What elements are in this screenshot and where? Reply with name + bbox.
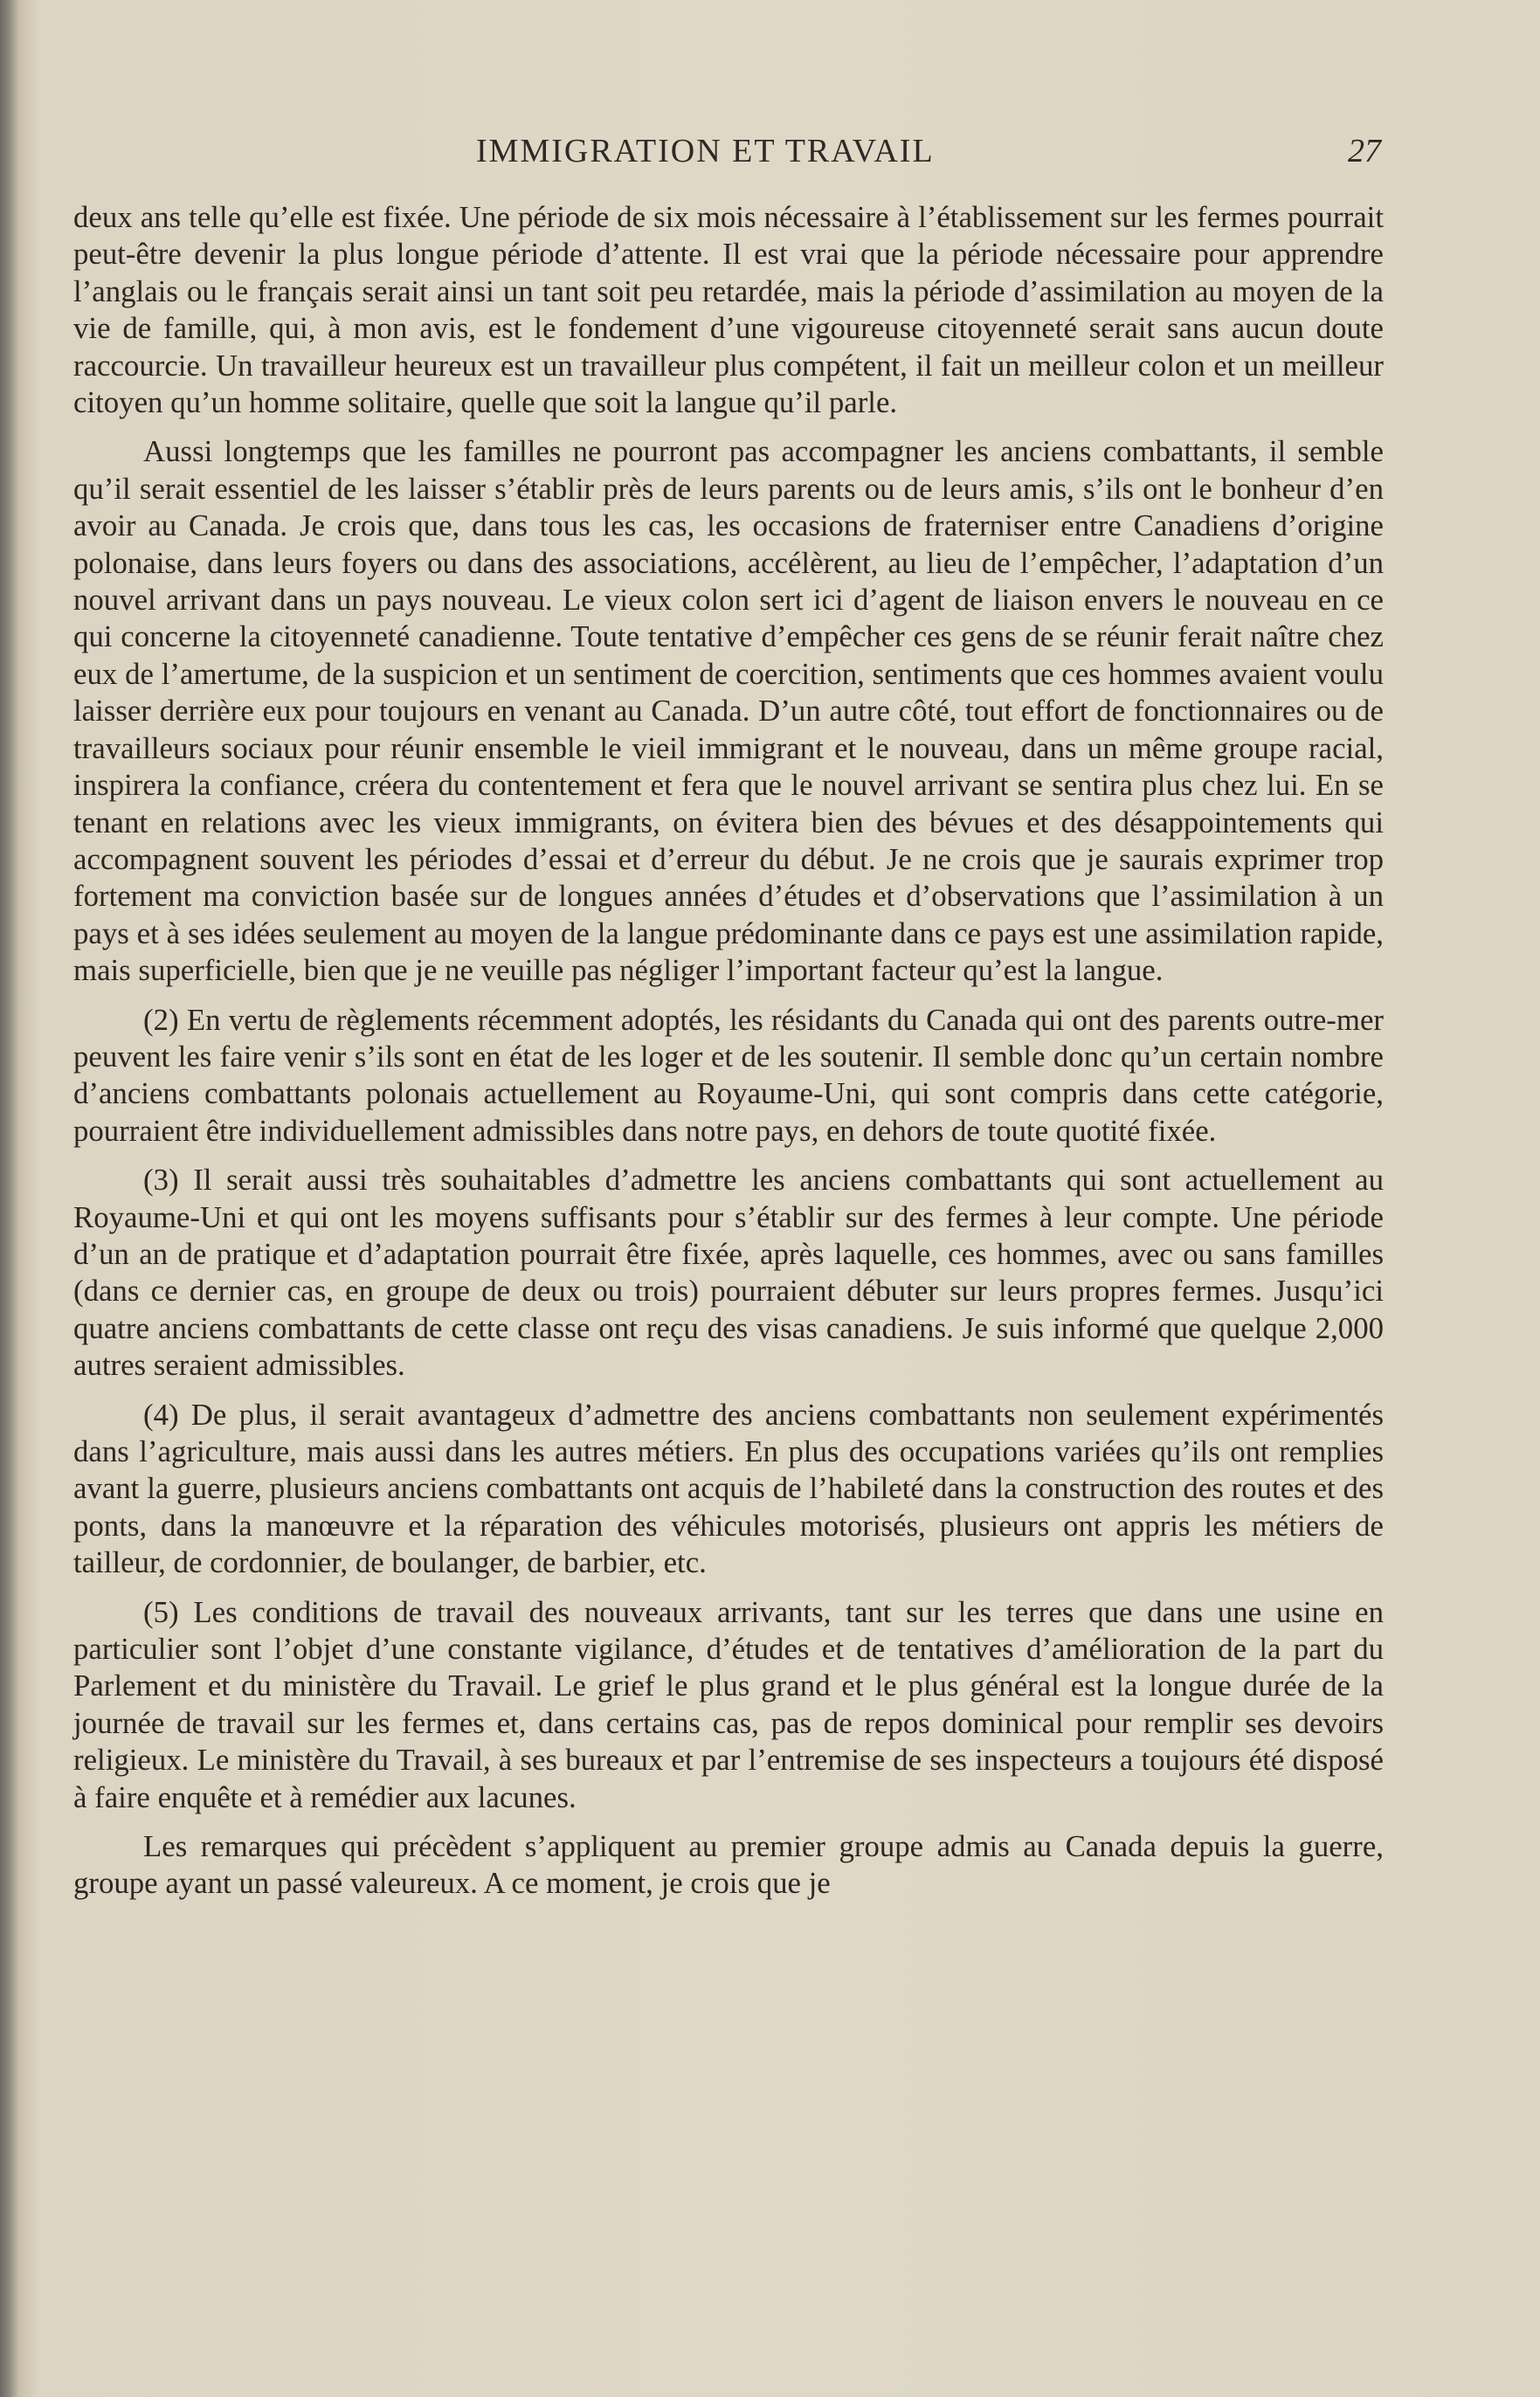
paragraph-3: (2) En vertu de règlements récemment adoptés, les résidants du Canada qui ont des parents outre-mer peuvent les faire venir s’ils sont en état de les loger et de les soutenir. Il semble donc qu’un certain nombre d’anciens combattants polonais actuellement au Royaume-Uni, qui sont compris dans cette catégorie, pourraient être individuellement admissibles dans notre pays, en dehors de toute quotité fixée. <box>73 1002 1384 1148</box>
paragraph-7: Les remarques qui précèdent s’appliquent au premier groupe admis au Canada depuis la guerre, groupe ayant un passé valeureux. A ce moment, je crois que je <box>73 1829 1384 1901</box>
paragraph-6: (5) Les conditions de travail des nouveaux arrivants, tant sur les terres que dans une usine en particulier sont l’objet d’une constante vigilance, d’études et de tentatives d’amélioration de la part du Parlement et du ministère du Travail. Le grief le plus grand et le plus général est la longue durée de la journée de travail sur les fermes et, dans certains cas, pas de repos dominical pour remplir ses devoirs religieux. Le ministère du Travail, à ses bureaux et par l’entremise de ses inspecteurs a toujours été disposé à faire enquête et à remédier aux lacunes. <box>73 1594 1384 1814</box>
paragraph-2: Aussi longtemps que les familles ne pourront pas accompagner les anciens combattants, il semble qu’il serait essentiel de les laisser s’établir près de leurs parents ou de leurs amis, s’ils ont le bonheur d’en avoir au Canada. Je crois que, dans tous les cas, les occasions de fraterniser entre Canadiens d’origine polonaise, dans leurs foyers ou dans des associations, accélèrent, au lieu de l’empêcher, l’adaptation d’un nouvel arrivant dans un pays nouveau. Le vieux colon sert ici d’agent de liaison envers le nouveau en ce qui concerne la citoyenneté canadienne. Toute tentative d’empêcher ces gens de se réunir ferait naître chez eux de l’amertume, de la suspicion et un sentiment de coercition, sentiments que ces hommes avaient voulu laisser derrière eux pour toujours en venant au Canada. D’un autre côté, tout effort de fonctionnaires ou de travailleurs sociaux pour réunir ensemble le vieil immigrant et le nouveau, dans un même groupe racial, inspirera la confiance, créera du contentement et fera que le nouvel arrivant se sentira plus chez lui. En se tenant en relations avec les vieux immigrants, on évitera bien des bévues et des désappointements qui accompagnent souvent les périodes d’essai et d’erreur du début. Je ne crois que je saurais exprimer trop fortement ma conviction basée sur de longues années d’études et d’observations que l’assimilation à un pays et à ses idées seulement au moyen de la langue prédominante dans ce pays est une assimilation rapide, mais superficielle, bien que je ne veuille pas négliger l’important facteur qu’est la langue. <box>73 434 1384 988</box>
paragraph-1: deux ans telle qu’elle est fixée. Une période de six mois nécessaire à l’établissement sur les fermes pourrait peut-être devenir la plus longue période d’attente. Il est vrai que la période nécessaire pour apprendre l’anglais ou le français serait ainsi un tant soit peu retardée, mais la période d’assimilation au moyen de la vie de famille, qui, à mon avis, est le fondement d’une vigoureuse citoyenneté serait sans aucun doute raccourcie. Un travailleur heureux est un travailleur plus compétent, il fait un meilleur colon et un meilleur citoyen qu’un homme solitaire, quelle que soit la langue qu’il parle. <box>73 200 1384 420</box>
page-number: 27 <box>1348 133 1381 169</box>
page-header <box>0 125 1540 177</box>
paragraph-4: (3) Il serait aussi très souhaitables d’admettre les anciens combattants qui sont actuellement au Royaume-Uni et qui ont les moyens suffisants pour s’établir sur des fermes à leur compte. Une période d’un an de pratique et d’adaptation pourrait être fixée, après laquelle, ces hommes, avec ou sans familles (dans ce dernier cas, en groupe de deux ou trois) pourraient débuter sur leurs propres fermes. Jusqu’ici quatre anciens combattants de cette classe ont reçu des visas canadiens. Je suis informé que quelque 2,000 autres seraient admissibles. <box>73 1163 1384 1383</box>
running-head: IMMIGRATION ET TRAVAIL <box>476 133 935 169</box>
body-text <box>73 199 1384 1915</box>
paragraph-5: (4) De plus, il serait avantageux d’admettre des anciens combattants non seulement expérimentés dans l’agriculture, mais aussi dans les autres métiers. En plus des occupations variées qu’ils ont remplies avant la guerre, plusieurs anciens combattants ont acquis de l’habileté dans la construction des routes et des ponts, dans la manœuvre et la réparation des véhicules motorisés, plusieurs ont appris les métiers de tailleur, de cordonnier, de boulanger, de barbier, etc. <box>73 1397 1384 1580</box>
